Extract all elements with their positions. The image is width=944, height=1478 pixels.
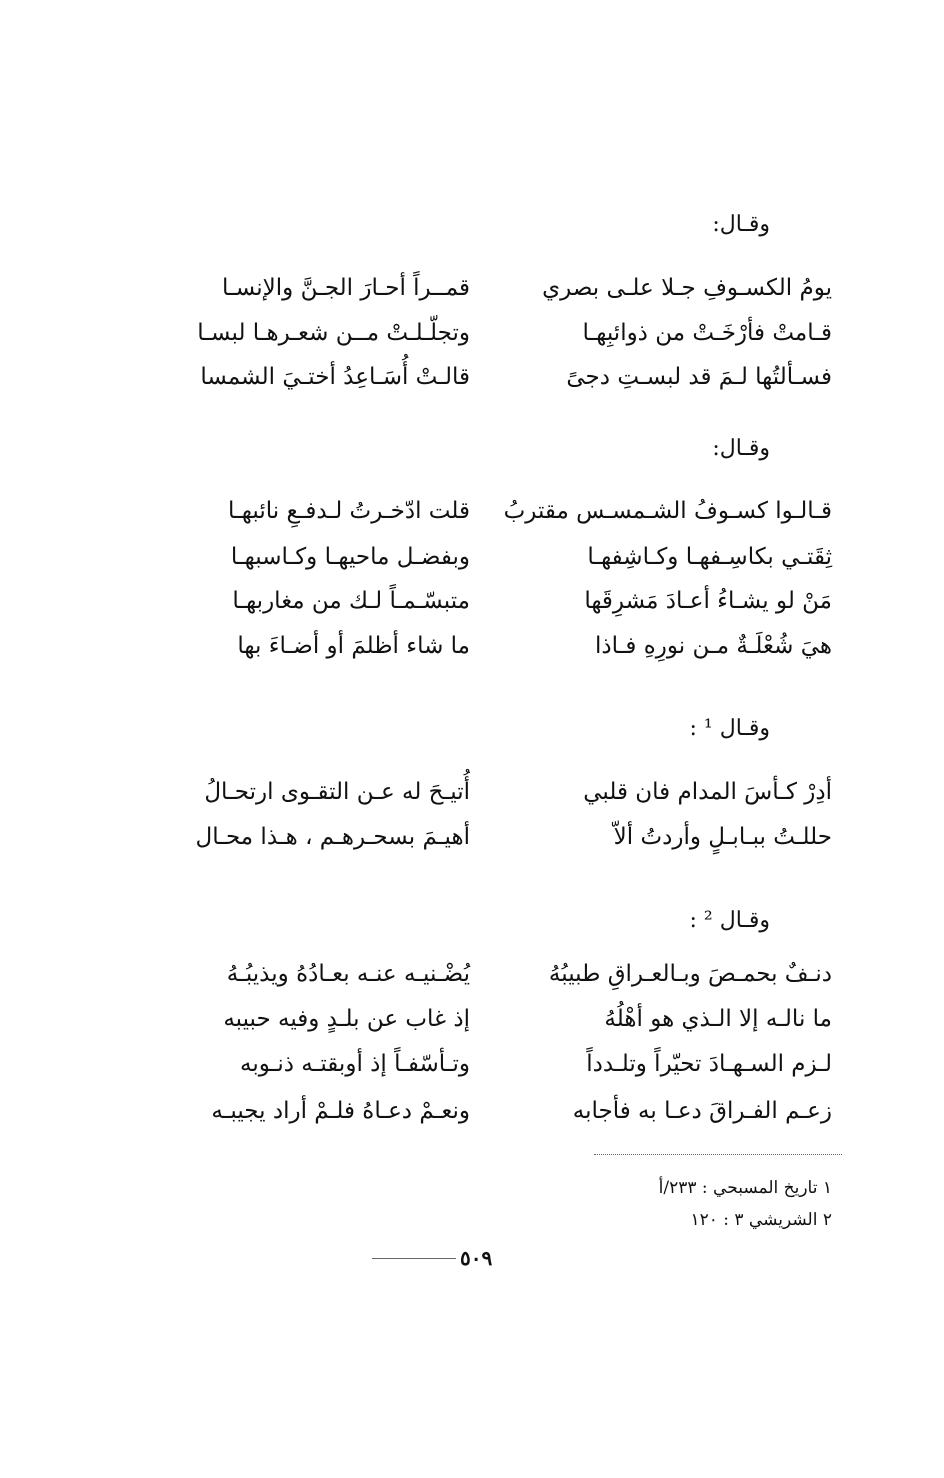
poem-4-verse-4-first-hemistich: زعـم الفـراقَ دعـا به فأجابه xyxy=(572,1098,832,1124)
poem-4-verse-1-first-hemistich: دنـفٌ بحمـصَ وبـالعـراقِ طبيبُهُ xyxy=(548,961,832,987)
poem-1-intro: وقـال: xyxy=(712,212,770,237)
poem-3-intro: وقـال ¹ : xyxy=(689,716,770,741)
poem-2-verse-2-first-hemistich: ثِقَتـي بكاسِـفهـا وكـاشِفهـا xyxy=(587,544,832,570)
footnote-1: ١ تاريخ المسبحي : ٢٣٣/أ xyxy=(658,1178,832,1198)
poem-4-verse-1-second-hemistich: يُضْـنيـه عنـه بعـادُهُ ويذيبُـهُ xyxy=(226,961,470,987)
poem-2-intro: وقـال: xyxy=(712,436,770,461)
poem-1-verse-2-second-hemistich: وتجلّـلـتْ مــن شعـرهـا لبسـا xyxy=(197,320,470,346)
poem-4-verse-4-second-hemistich: ونعـمْ دعـاهُ فلـمْ أراد يجيبـه xyxy=(211,1098,470,1124)
footnote-2: ٢ الشريشي ٣ : ١٢٠ xyxy=(690,1210,832,1230)
poem-2-verse-3-second-hemistich: متبسّـمـاً لـك من مغاربهـا xyxy=(232,588,470,614)
poem-4-intro: وقـال ² : xyxy=(689,908,770,933)
poem-4-verse-2-second-hemistich: إذ غاب عن بلـدٍ وفيه حبيبه xyxy=(223,1006,470,1032)
poem-2-verse-2-second-hemistich: وبفضـل ماحيهـا وكـاسبهـا xyxy=(230,544,470,570)
poem-1-verse-2-first-hemistich: قـامتْ فأرْخَـتْ من ذوائبِهـا xyxy=(582,320,832,346)
poem-1-verse-3-first-hemistich: فسـألتُها لـمَ قد لبسـتِ دجىً xyxy=(566,364,832,390)
poem-1-verse-3-second-hemistich: قالـتْ أُسَـاعِدُ أختـيَ الشمسا xyxy=(200,364,470,390)
page-number-rule xyxy=(372,1258,456,1259)
poem-4-verse-3-first-hemistich: لـزم السـهـادَ تحيّراً وتلـدداً xyxy=(586,1051,832,1077)
poem-2-verse-4-second-hemistich: ما شاء أظلمَ أو أضـاءَ بها xyxy=(237,633,470,659)
poem-3-verse-1-second-hemistich: أُتيـحَ له عـن التقـوى ارتحـالُ xyxy=(204,779,470,805)
poem-4-verse-3-second-hemistich: وتـأسّفـاً إذ أوبقتـه ذنـوبه xyxy=(239,1051,470,1077)
poem-3-verse-2-second-hemistich: أهيـمَ بسحـرهـم ، هـذا محـال xyxy=(195,824,470,850)
poem-2-verse-3-first-hemistich: مَنْ لو يشـاءُ أعـادَ مَشرِقَها xyxy=(584,588,832,614)
poem-1-verse-1-second-hemistich: قمــراً أحـارَ الجـنَّ والإنسـا xyxy=(221,275,470,301)
poem-4-verse-2-first-hemistich: ما نالـه إلا الـذي هو أهْلُهُ xyxy=(604,1006,832,1032)
page-number: ٥٠٩ xyxy=(460,1246,493,1270)
poem-2-verse-1-second-hemistich: قلت ادّخـرتُ لـدفـعِ نائبهـا xyxy=(228,498,470,524)
footnote-separator xyxy=(594,1154,842,1155)
poem-3-verse-1-first-hemistich: أدِرْ كـأسَ المدام فان قلبي xyxy=(583,779,832,805)
poem-2-verse-4-first-hemistich: هيَ شُعْلَـةٌ مـن نورِهِ فـاذا xyxy=(595,633,832,659)
poem-2-verse-1-first-hemistich: قـالـوا كسـوفُ الشـمسـس مقتربُ xyxy=(503,498,832,524)
poem-3-verse-2-first-hemistich: حللـتُ ببـابـلٍ وأردتُ ألاّ xyxy=(613,824,832,850)
poem-1-verse-1-first-hemistich: يومُ الكسـوفِ جـلا علـى بصري xyxy=(542,275,832,301)
